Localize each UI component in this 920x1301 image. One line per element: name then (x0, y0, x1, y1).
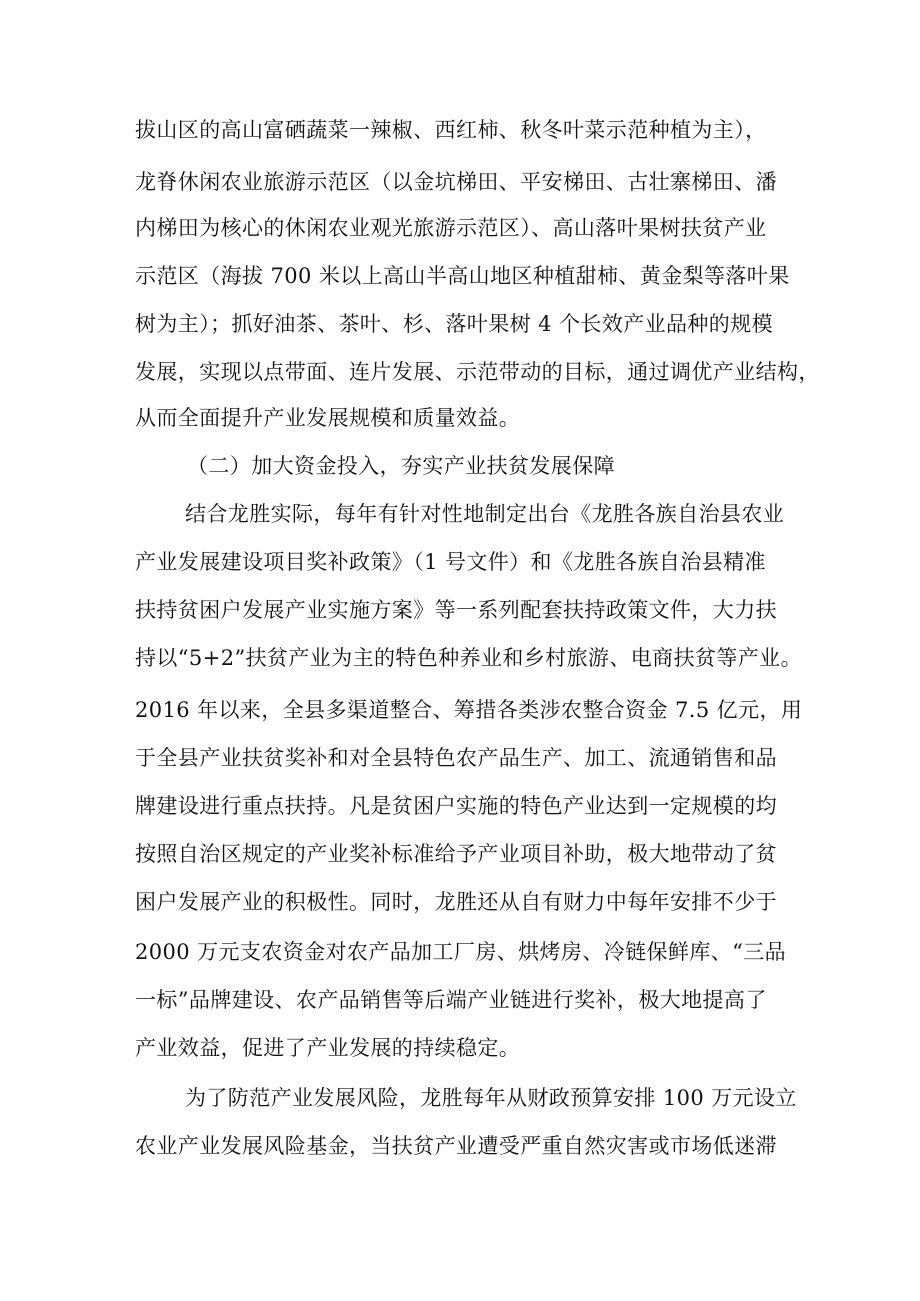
text-line: 按照自治区规定的产业奖补标准给予产业项目补助，极大地带动了贫 (135, 842, 777, 866)
text-line: 拔山区的高山富硒蔬菜一辣椒、西红柿、秋冬叶菜示范种植为主）， (135, 118, 767, 142)
text-line: 扶持贫困户发展产业实施方案》等一系列配套扶持政策文件，大力扶 (135, 598, 777, 622)
text-line: 树为主）；抓好油茶、茶叶、杉、落叶果树 4 个长效产业品种的规模 (135, 312, 774, 336)
text-line: 为了防范产业发展风险，龙胜每年从财政预算安排 100 万元设立 (185, 1086, 797, 1110)
text-line: 于全县产业扶贫奖补和对全县特色农产品生产、加工、流通销售和品 (135, 746, 777, 770)
text-line: 牌建设进行重点扶持。凡是贫困户实施的特色产业达到一定规模的均 (135, 794, 777, 818)
text-line: 农业产业发展风险基金，当扶贫产业遭受严重自然灾害或市场低迷滞 (135, 1134, 777, 1158)
text-line: 龙脊休闲农业旅游示范区（以金坑梯田、平安梯田、古壮寨梯田、潘 (135, 170, 777, 194)
text-line: 2000 万元支农资金对农产品加工厂房、烘烤房、冷链保鲜库、“三品 (135, 940, 787, 964)
text-line: 发展，实现以点带面、连片发展、示范带动的目标，通过调优产业结构， (135, 360, 820, 384)
text-line: 示范区（海拔 700 米以上高山半高山地区种植甜柿、黄金梨等落叶果 (135, 264, 790, 288)
text-line: 从而全面提升产业发展规模和质量效益。 (135, 406, 521, 430)
text-line: 产业效益，促进了产业发展的持续稳定。 (135, 1036, 521, 1060)
section-heading: （二）加大资金投入，夯实产业扶贫发展保障 (187, 454, 615, 478)
text-line: 产业发展建设项目奖补政策》（1 号文件）和《龙胜各族自治县精准 (135, 550, 766, 574)
text-line: 2016 年以来，全县多渠道整合、筹措各类涉农整合资金 7.5 亿元，用 (135, 698, 803, 722)
text-line: 持以“5+2”扶贫产业为主的特色种养业和乡村旅游、电商扶贫等产业。 (135, 646, 802, 670)
text-line: 困户发展产业的积极性。同时，龙胜还从自有财力中每年安排不少于 (135, 890, 777, 914)
text-line: 结合龙胜实际，每年有针对性地制定出台《龙胜各族自治县农业 (185, 502, 785, 526)
text-line: 一标”品牌建设、农产品销售等后端产业链进行奖补，极大地提高了 (135, 988, 767, 1012)
text-line: 内梯田为核心的休闲农业观光旅游示范区）、高山落叶果树扶贫产业 (135, 216, 767, 240)
